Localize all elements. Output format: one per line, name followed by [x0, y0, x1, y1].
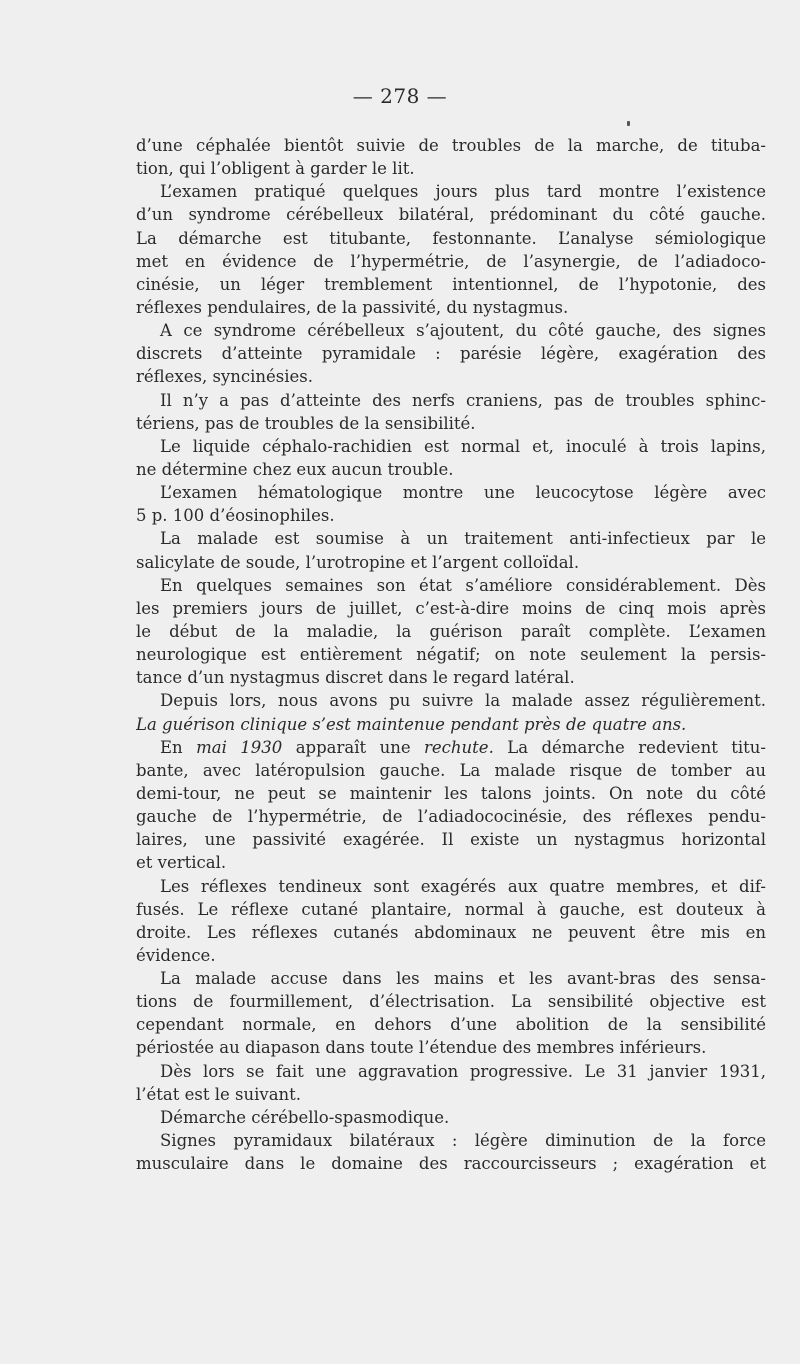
text-line: évidence.	[136, 945, 216, 965]
text-line: Démarche cérébello-spasmodique.	[160, 1107, 450, 1127]
text-line: La démarche est titubante, festonnante. L’analyse sémiologique	[136, 228, 766, 248]
text-line: l’état est le suivant.	[136, 1084, 302, 1104]
text-line: d’une céphalée bientôt suivie de troubles de la marche, de tituba-	[136, 136, 766, 155]
text-line: Le liquide céphalo-rachidien est normal et, inoculé à trois lapins,	[160, 436, 766, 456]
text-line: La malade accuse dans les mains et les avant-bras des sensa-	[160, 969, 766, 989]
text-line: 5 p. 100 d’éosinophiles.	[136, 506, 335, 526]
text-line: cependant normale, en dehors d’une abolition de la sensibilité	[136, 1015, 766, 1035]
text-line: L’examen pratiqué quelques jours plus tard montre l’existence	[160, 182, 766, 202]
text-segment: En	[160, 737, 197, 757]
text-line: discrets d’atteinte pyramidale : parésie légère, exagération des	[136, 344, 766, 364]
text-line: droite. Les réflexes cutanés abdominaux ne peuvent être mis en	[136, 922, 766, 942]
text-line: salicylate de soude, l’urotropine et l’argent colloïdal.	[136, 552, 580, 572]
text-line: cinésie, un léger tremblement intentionnel, de l’hypotonie, des	[136, 274, 766, 294]
text-line: laires, une passivité exagérée. Il existe un nystagmus horizontal	[136, 830, 766, 850]
text-line: bante, avec latéropulsion gauche. La malade risque de tomber au	[136, 760, 766, 780]
text-line	[136, 736, 766, 759]
text-line: périostée au diapason dans toute l’étendue des membres inférieurs.	[136, 1038, 707, 1058]
text-line: d’un syndrome cérébelleux bilatéral, prédominant du côté gauche.	[136, 205, 766, 225]
text-line: En quelques semaines son état s’améliore considérablement. Dès	[160, 575, 766, 595]
text-line: Les réflexes tendineux sont exagérés aux quatre membres, et dif-	[160, 876, 766, 896]
text-line: fusés. Le réflexe cutané plantaire, normal à gauche, est douteux à	[136, 899, 766, 919]
text-line: Depuis lors, nous avons pu suivre la malade assez régulièrement.	[160, 691, 766, 711]
text-line: le début de la maladie, la guérison paraît complète. L’examen	[136, 621, 766, 641]
text-line: Dès lors se fait une aggravation progressive. Le 31 janvier 1931,	[160, 1061, 766, 1081]
text-line: et vertical.	[136, 853, 227, 873]
text-line: tance d’un nystagmus discret dans le regard latéral.	[136, 668, 575, 688]
body-text	[136, 134, 766, 1175]
text-line: met en évidence de l’hypermétrie, de l’asynergie, de l’adiadoco-	[136, 251, 766, 271]
text-line: Il n’y a pas d’atteinte des nerfs craniens, pas de troubles sphinc-	[160, 390, 766, 410]
page-number: — 278 —	[352, 84, 448, 108]
text-line: réflexes, syncinésies.	[136, 367, 313, 387]
text-line: demi-tour, ne peut se maintenir les talons joints. On note du côté	[136, 783, 766, 803]
text-segment: mai 1930	[196, 737, 283, 757]
text-line: tions de fourmillement, d’électrisation. La sensibilité objective est	[136, 992, 766, 1012]
text-line: A ce syndrome cérébelleux s’ajoutent, du côté gauche, des signes	[160, 321, 766, 341]
text-line: tion, qui l’obligent à garder le lit.	[136, 159, 415, 179]
text-line: réflexes pendulaires, de la passivité, du nystagmus.	[136, 297, 569, 317]
text-line: neurologique est entièrement négatif; on note seulement la persis-	[136, 645, 766, 665]
text-line: La guérison clinique s’est maintenue pendant près de quatre ans.	[136, 714, 687, 734]
text-line: tériens, pas de troubles de la sensibilité.	[136, 413, 476, 433]
text-line: L’examen hématologique montre une leucocytose légère avec	[160, 483, 766, 503]
text-line: les premiers jours de juillet, c’est-à-dire moins de cinq mois après	[136, 598, 766, 618]
print-speck	[627, 121, 630, 126]
text-line: La malade est soumise à un traitement anti-infectieux par le	[160, 529, 766, 549]
text-line: ne détermine chez eux aucun trouble.	[136, 459, 454, 479]
text-line: gauche de l’hypermétrie, de l’adiadococinésie, des réflexes pendu-	[136, 807, 766, 827]
text-segment: La démarche redevient titu-	[493, 737, 766, 757]
text-segment: apparaît une	[282, 737, 425, 757]
text-line: musculaire dans le domaine des raccourcisseurs ; exagération et	[136, 1154, 766, 1174]
text-segment: rechute.	[424, 737, 494, 757]
text-line: Signes pyramidaux bilatéraux : légère diminution de la force	[160, 1131, 766, 1151]
